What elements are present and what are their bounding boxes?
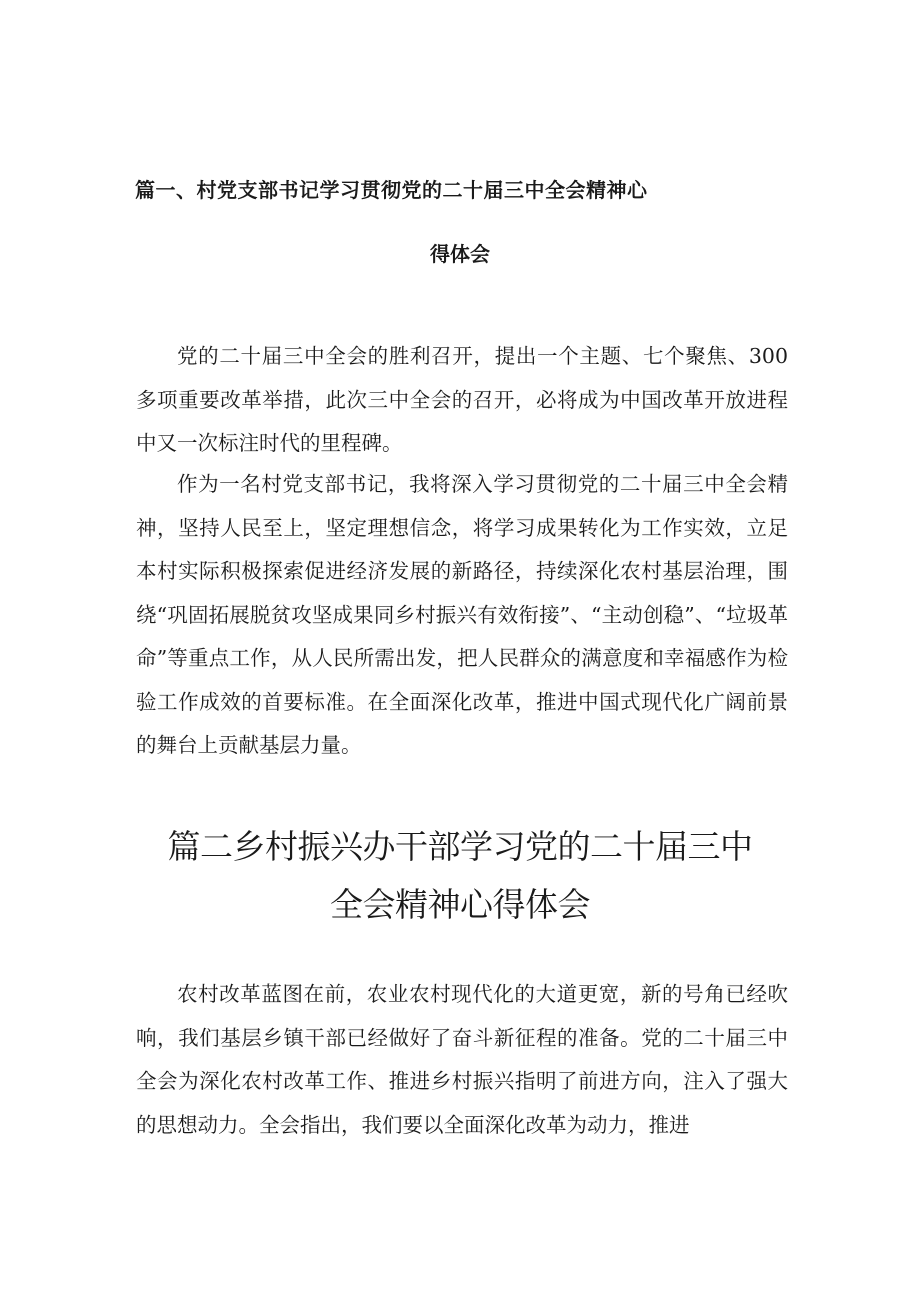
section1-paragraph-2: 作为一名村党支部书记，我将深入学习贯彻党的二十届三中全会精神，坚持人民至上，坚定理想信念，将学习成果转化为工作实效，立足本村实际积极探索促进经济发展的新路径，持续深化农村基层治理，围绕“巩固拓展脱贫攻坚成果同乡村振兴有效衔接”、“主动创稳”、“垃圾革命”等重点工作，从人民所需出发，把人民群众的满意度和幸福感作为检验工作成效的首要标准。在全面深化改革，推进中国式现代化广阔前景的舞台上贡献基层力量。 [136,472,788,757]
section1-title-line2: 得体会 [430,242,490,266]
section2-title [0,818,920,934]
section2-title-line2: 全会精神心得体会 [330,885,590,924]
section1-title-line1: 篇一、村党支部书记学习贯彻党的二十届三中全会精神心 [135,178,648,202]
section2-paragraph-1: 农村改革蓝图在前，农业农村现代化的大道更宽，新的号角已经吹响，我们基层乡镇干部已经做好了奋斗新征程的准备。党的二十届三中全会为深化农村改革工作、推进乡村振兴指明了前进方向，注入了强大的思想动力。全会指出，我们要以全面深化改革为动力，推进 [136,982,788,1137]
section1-paragraph-1: 党的二十届三中全会的胜利召开，提出一个主题、七个聚焦、300多项重要改革举措，此次三中全会的召开，必将成为中国改革开放进程中又一次标注时代的里程碑。 [136,344,788,455]
section2-title-line1: 篇二乡村振兴办干部学习党的二十届三中 [167,827,753,866]
